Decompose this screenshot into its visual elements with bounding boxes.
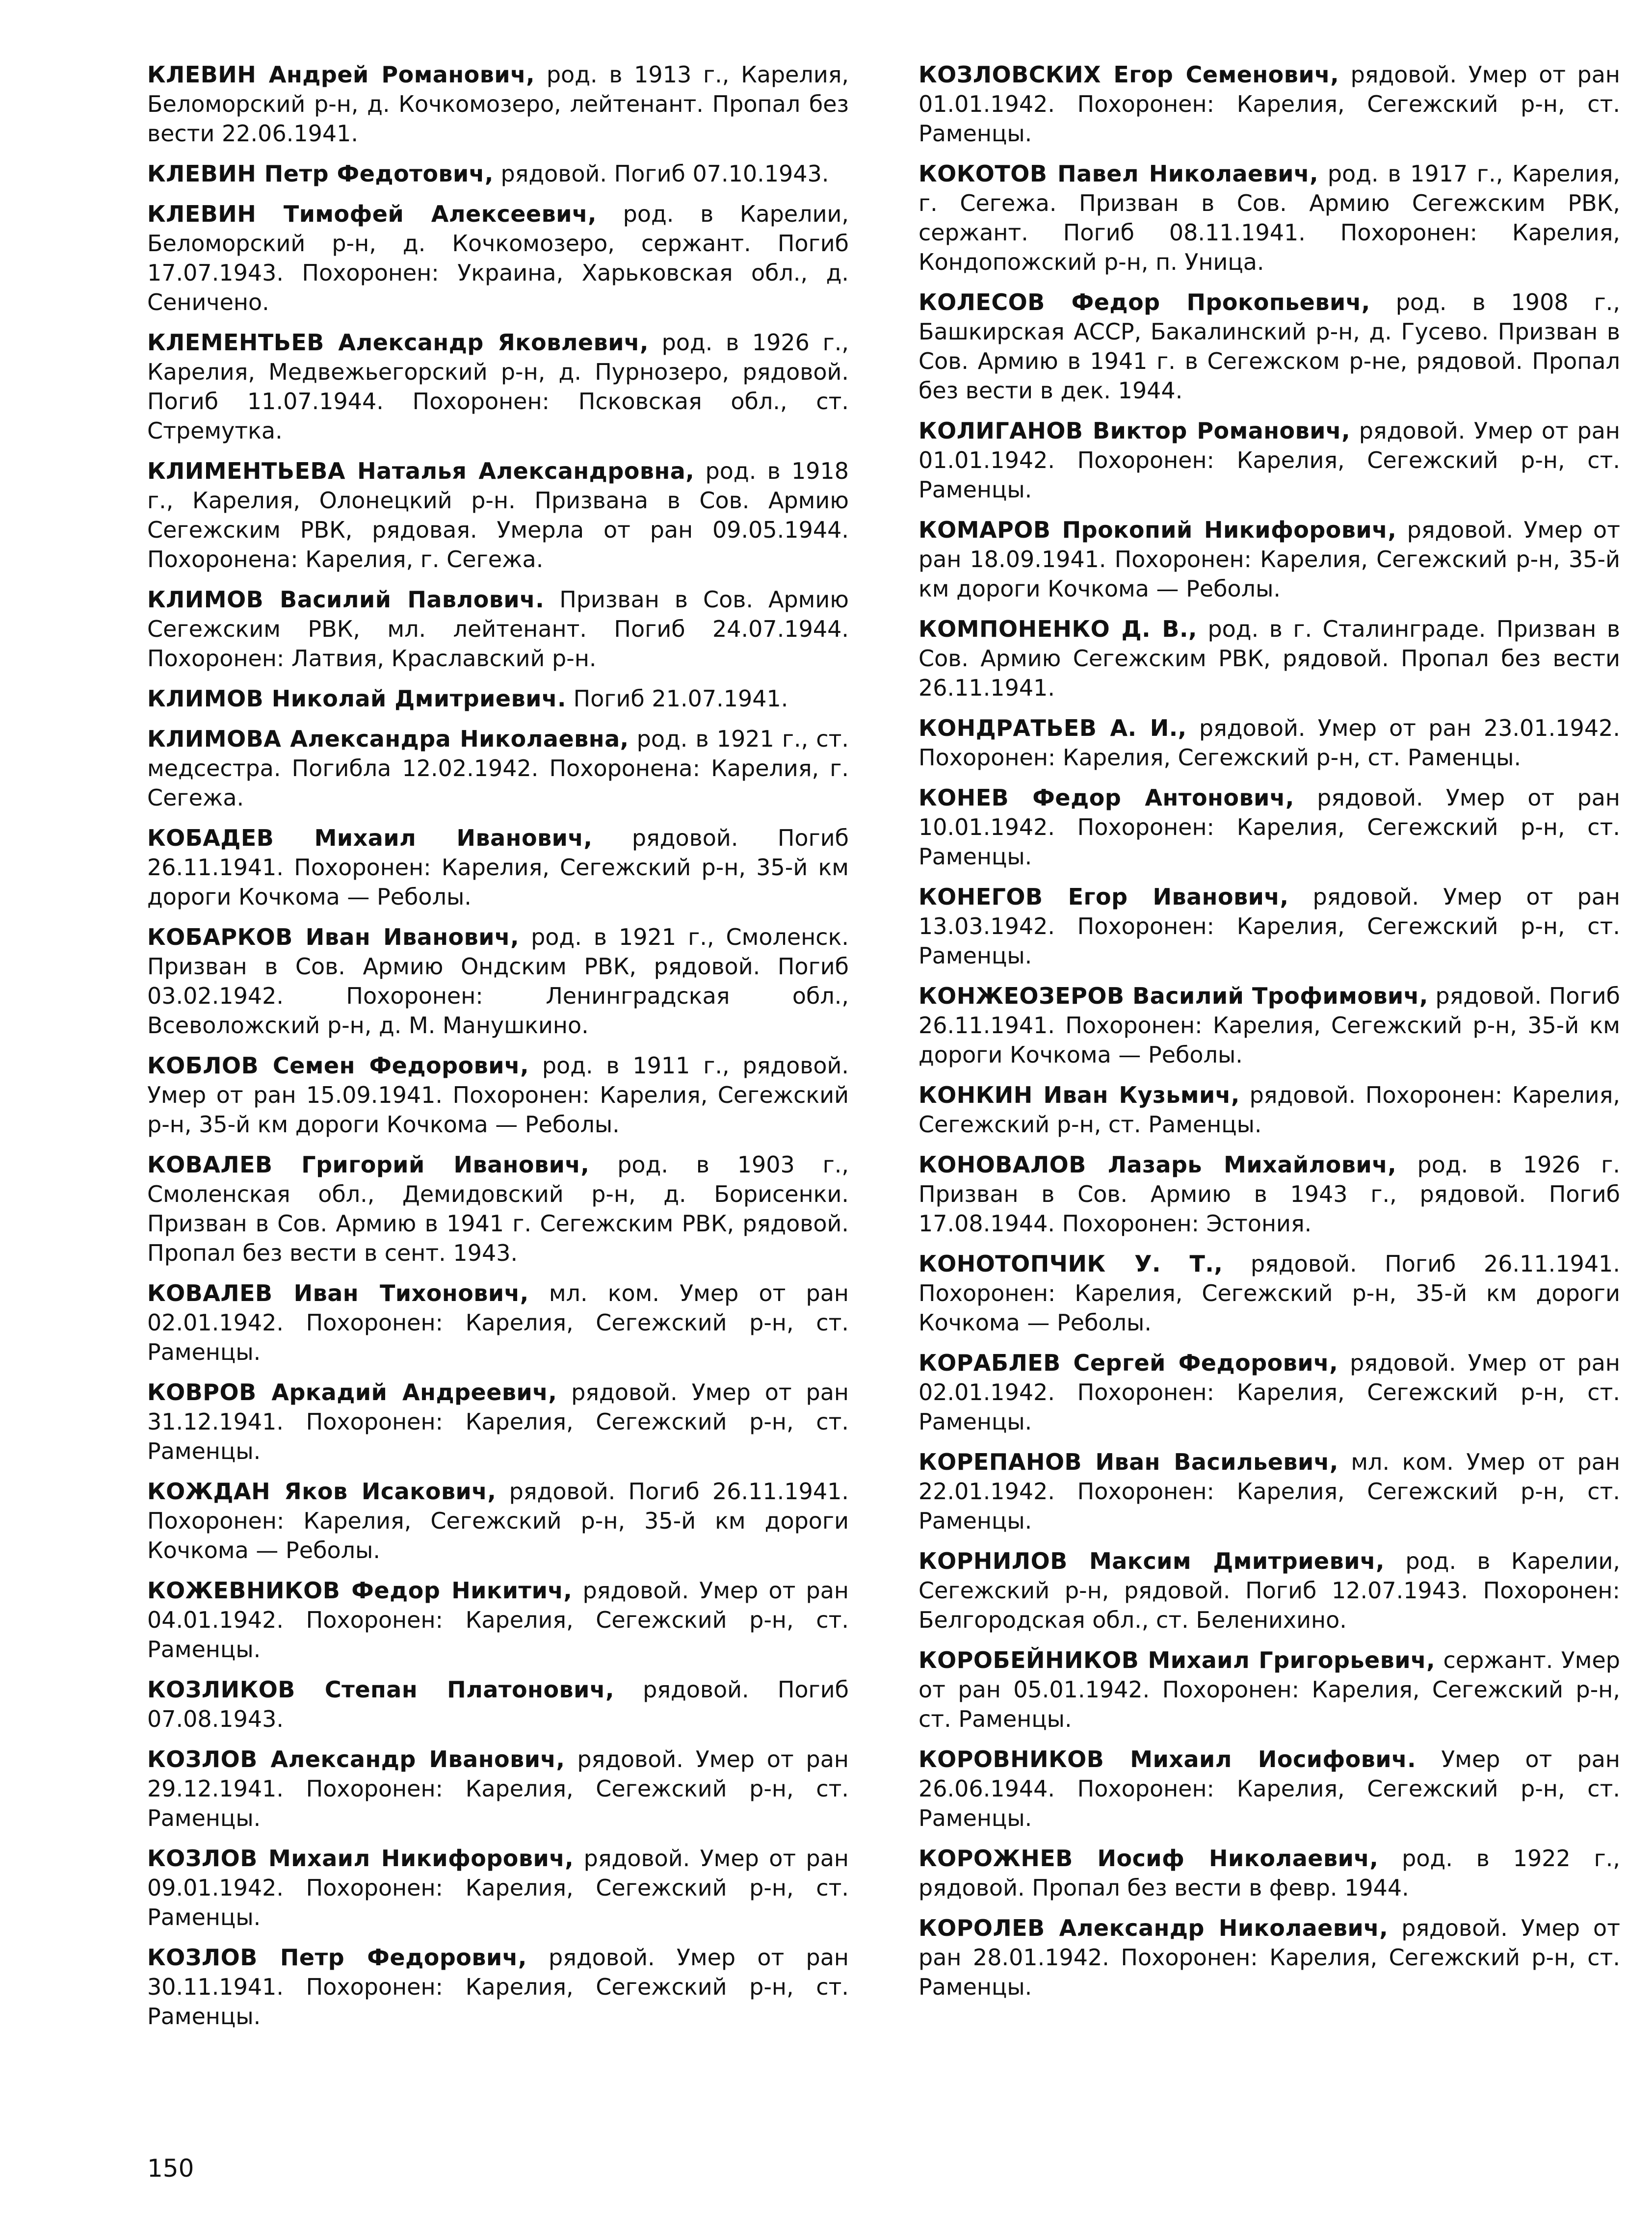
entry-name: КОРАБЛЕВ Сергей Федорович, [918, 1350, 1338, 1376]
register-entry [147, 922, 849, 1040]
entry-details: рядовой. Погиб 07.08.1943. [147, 1676, 849, 1732]
entry-name: КОНОТОПЧИК У. Т., [918, 1250, 1223, 1277]
register-entry [918, 159, 1620, 277]
register-entry [147, 1278, 849, 1367]
register-entry [147, 159, 849, 188]
entry-name: КОЗЛОВ Михаил Никифорович, [147, 1845, 574, 1872]
entry-details: рядовой. Умер от ран 30.11.1941. Похоронен: Карелия, Сегежский р-н, ст. Раменцы. [147, 1944, 849, 2030]
entry-name: КОБЛОВ Семен Федорович, [147, 1052, 529, 1079]
entry-details: рядовой. Похоронен: Карелия, Сегежский р-н, ст. Раменцы. [918, 1082, 1620, 1138]
entry-details: Погиб 21.07.1941. [566, 685, 788, 712]
register-entry [147, 1576, 849, 1664]
entry-details: род. в 1913 г., Карелия, Беломорский р-н, д. Кочкомозеро, лейтенант. Пропал без вести 22.06.1941. [147, 61, 849, 147]
entry-details: род. в Карелии, Сегежский р-н, рядовой. Погиб 12.07.1943. Похоронен: Белгородская обл., ст. Беленихино. [918, 1548, 1620, 1633]
entry-name: КЛИМОВ Василий Павлович. [147, 586, 545, 613]
register-entry [147, 1844, 849, 1932]
entry-details: рядовой. Умер от ран 09.01.1942. Похоронен: Карелия, Сегежский р-н, ст. Раменцы. [147, 1845, 849, 1930]
register-entry [918, 1913, 1620, 2002]
entry-name: КОНЖЕОЗЕРОВ Василий Трофимович, [918, 983, 1428, 1009]
entry-details: род. в 1903 г., Смоленская обл., Демидовский р-н, д. Борисенки. Призван в Сов. Армию в 1941 г. Сегежским РВК, рядовой. Пропал без вести в сент. 1943. [147, 1151, 849, 1266]
entry-details: рядовой. Умер от ран 10.01.1942. Похоронен: Карелия, Сегежский р-н, ст. Раменцы. [918, 784, 1621, 870]
entry-name: КОНЕГОВ Егор Иванович, [918, 884, 1289, 910]
register-entry [918, 515, 1620, 603]
entry-details: рядовой. Умер от ран 31.12.1941. Похоронен: Карелия, Сегежский р-н, ст. Раменцы. [147, 1379, 849, 1464]
entry-details: род. в Карелии, Беломорский р-н, д. Кочкомозеро, сержант. Погиб 17.07.1943. Похоронен: Украина, Харьковская обл., д. Сеничено. [147, 201, 849, 315]
right-column [918, 60, 1620, 2012]
register-entry [147, 199, 849, 317]
register-entry [147, 684, 849, 713]
register-entry [147, 456, 849, 574]
entry-details: рядовой. Умер от ран 23.01.1942. Похоронен: Карелия, Сегежский р-н, ст. Раменцы. [918, 715, 1620, 771]
entry-details: мл. ком. Умер от ран 22.01.1942. Похоронен: Карелия, Сегежский р-н, ст. Раменцы. [918, 1449, 1620, 1534]
entry-details: рядовой. Умер от ран 28.01.1942. Похоронен: Карелия, Сегежский р-н, ст. Раменцы. [918, 1915, 1620, 2000]
entry-name: КОМАРОВ Прокопий Никифорович, [918, 517, 1397, 543]
entry-details: рядовой. Погиб 26.11.1941. Похоронен: Карелия, Сегежский р-н, 35-й км дороги Кочкома — Реболы. [147, 1478, 849, 1563]
entry-details: род. в 1926 г., Карелия, Медвежьегорский р-н, д. Пурнозеро, рядовой. Погиб 11.07.1944. Похоронен: Псковская обл., ст. Стремутка. [147, 329, 849, 444]
register-entry [918, 1645, 1620, 1734]
entry-details: род. в 1921 г., Смоленск. Призван в Сов. Армию Ондским РВК, рядовой. Погиб 03.02.1942. Похоронен: Ленинградская обл., Всеволожский р-н, д. М. Манушкино. [147, 924, 849, 1039]
register-entry [147, 724, 849, 812]
register-entry [147, 1744, 849, 1833]
entry-details: Призван в Сов. Армию Сегежским РВК, мл. лейтенант. Погиб 24.07.1944. Похоронен: Латвия, Краславский р-н. [147, 586, 849, 672]
entry-name: КЛЕМЕНТЬЕВ Александр Яковлевич, [147, 329, 649, 356]
entry-details: рядовой. Погиб 26.11.1941. Похоронен: Карелия, Сегежский р-н, 35-й км дороги Кочкома — Реболы. [918, 1250, 1621, 1336]
register-entry [147, 585, 849, 673]
entry-name: КОЗЛОВСКИХ Егор Семенович, [918, 61, 1339, 88]
entry-name: КОНДРАТЬЕВ А. И., [918, 715, 1187, 741]
entry-details: Умер от ран 26.06.1944. Похоронен: Карелия, Сегежский р-н, ст. Раменцы. [918, 1746, 1620, 1831]
register-entry [147, 328, 849, 445]
entry-details: род. в 1911 г., рядовой. Умер от ран 15.09.1941. Похоронен: Карелия, Сегежский р-н, 35-й км дороги Кочкома — Реболы. [147, 1052, 849, 1138]
entry-name: КЛЕВИН Тимофей Алексеевич, [147, 201, 597, 227]
entry-details: рядовой. Умер от ран 29.12.1941. Похоронен: Карелия, Сегежский р-н, ст. Раменцы. [147, 1746, 849, 1831]
entry-name: КОЗЛИКОВ Степан Платонович, [147, 1676, 614, 1703]
register-entry [918, 287, 1620, 405]
entry-name: КОНОВАЛОВ Лазарь Михайлович, [918, 1151, 1397, 1178]
register-entry [918, 1080, 1620, 1139]
entry-details: род. в 1922 г., рядовой. Пропал без вести в февр. 1944. [918, 1845, 1620, 1901]
register-entry [918, 60, 1620, 148]
entry-details: рядовой. Умер от ран 02.01.1942. Похоронен: Карелия, Сегежский р-н, ст. Раменцы. [918, 1350, 1620, 1435]
register-entry [918, 783, 1620, 871]
page-number: 150 [147, 2154, 194, 2183]
entry-details: рядовой. Погиб 07.10.1943. [493, 160, 829, 187]
register-entry [918, 1249, 1620, 1337]
entry-details: рядовой. Умер от ран 01.01.1942. Похоронен: Карелия, Сегежский р-н, ст. Раменцы. [918, 417, 1620, 503]
entry-name: КЛЕВИН Петр Федотович, [147, 160, 494, 187]
entry-name: КОЛЕСОВ Федор Прокопьевич, [918, 289, 1370, 315]
entry-details: род. в 1926 г. Призван в Сов. Армию в 1943 г., рядовой. Погиб 17.08.1944. Похоронен: Эстония. [918, 1151, 1620, 1237]
register-entry [147, 823, 849, 911]
entry-name: КОЖЕВНИКОВ Федор Никитич, [147, 1577, 573, 1604]
register-entry [918, 713, 1620, 772]
entry-name: КОКОТОВ Павел Николаевич, [918, 160, 1319, 187]
register-entry [147, 60, 849, 148]
register-entry [918, 1744, 1620, 1833]
register-entry [918, 882, 1620, 970]
register-entry [918, 1150, 1620, 1238]
entry-name: КОРОБЕЙНИКОВ Михаил Григорьевич, [918, 1647, 1436, 1673]
register-entry [918, 1546, 1620, 1635]
register-entry [918, 1348, 1620, 1436]
entry-name: КЛИМОВ Николай Дмитриевич. [147, 685, 567, 712]
entry-name: КОЗЛОВ Петр Федорович, [147, 1944, 527, 1971]
entry-name: КОРОВНИКОВ Михаил Иосифович. [918, 1746, 1416, 1772]
entry-name: КОНКИН Иван Кузьмич, [918, 1082, 1240, 1108]
register-entry [918, 416, 1620, 504]
entry-name: КОНЕВ Федор Антонович, [918, 784, 1294, 811]
entry-name: КОБАРКОВ Иван Иванович, [147, 924, 520, 950]
register-entry [147, 1051, 849, 1139]
entry-details: род. в 1917 г., Карелия, г. Сегежа. Призван в Сов. Армию Сегежским РВК, сержант. Погиб 08.11.1941. Похоронен: Карелия, Кондопожский р-н, п. Уница. [918, 160, 1621, 275]
entry-details: рядовой. Умер от ран 13.03.1942. Похоронен: Карелия, Сегежский р-н, ст. Раменцы. [918, 884, 1621, 969]
entry-name: КОРОЛЕВ Александр Николаевич, [918, 1915, 1389, 1941]
register-entry [147, 1378, 849, 1466]
register-entry [918, 614, 1620, 703]
entry-name: КОВАЛЕВ Иван Тихонович, [147, 1280, 529, 1306]
entry-details: рядовой. Умер от ран 04.01.1942. Похоронен: Карелия, Сегежский р-н, ст. Раменцы. [147, 1577, 849, 1663]
entry-details: мл. ком. Умер от ран 02.01.1942. Похоронен: Карелия, Сегежский р-н, ст. Раменцы. [147, 1280, 849, 1365]
entry-details: род. в 1908 г., Башкирская АССР, Бакалинский р-н, д. Гусево. Призван в Сов. Армию в 1941 г. в Сегежском р-не, рядовой. Пропал без вести в дек. 1944. [918, 289, 1620, 404]
entry-name: КОБАДЕВ Михаил Иванович, [147, 825, 593, 851]
register-entry [147, 1477, 849, 1565]
entry-details: рядовой. Погиб 26.11.1941. Похоронен: Карелия, Сегежский р-н, 35-й км дороги Кочкома — Реболы. [918, 983, 1620, 1068]
register-entry [918, 1447, 1620, 1536]
entry-name: КОВАЛЕВ Григорий Иванович, [147, 1151, 590, 1178]
entry-details: род. в 1918 г., Карелия, Олонецкий р-н. Призвана в Сов. Армию Сегежским РВК, рядовая. Умерла от ран 09.05.1944. Похоронена: Карелия, г. Сегежа. [147, 458, 849, 573]
entry-name: КЛЕВИН Андрей Романович, [147, 61, 535, 88]
entry-details: род. в 1921 г., ст. медсестра. Погибла 12.02.1942. Похоронена: Карелия, г. Сегежа. [147, 726, 849, 811]
entry-name: КЛИМЕНТЬЕВА Наталья Александровна, [147, 458, 695, 484]
register-entry [147, 1675, 849, 1734]
entry-name: КОЗЛОВ Александр Иванович, [147, 1746, 565, 1772]
left-column [147, 60, 849, 2042]
register-entry [918, 1844, 1620, 1902]
entry-details: сержант. Умер от ран 05.01.1942. Похоронен: Карелия, Сегежский р-н, ст. Раменцы. [918, 1647, 1621, 1732]
entry-name: КОВРОВ Аркадий Андреевич, [147, 1379, 557, 1406]
entry-details: рядовой. Погиб 26.11.1941. Похоронен: Карелия, Сегежский р-н, 35-й км дороги Кочкома — Реболы. [147, 825, 849, 910]
register-entry [918, 981, 1620, 1069]
entry-name: КЛИМОВА Александра Николаевна, [147, 726, 629, 752]
entry-name: КОЖДАН Яков Исакович, [147, 1478, 497, 1505]
entry-name: КОМПОНЕНКО Д. В., [918, 616, 1197, 642]
entry-name: КОРЕПАНОВ Иван Васильевич, [918, 1449, 1338, 1475]
entry-details: род. в г. Сталинграде. Призван в Сов. Армию Сегежским РВК, рядовой. Пропал без вести 26.11.1941. [918, 616, 1620, 701]
entry-name: КОРНИЛОВ Максим Дмитриевич, [918, 1548, 1385, 1574]
register-entry [147, 1150, 849, 1268]
entry-details: рядовой. Умер от ран 18.09.1941. Похоронен: Карелия, Сегежский р-н, 35-й км дороги Кочкома — Реболы. [918, 517, 1620, 602]
entry-name: КОРОЖНЕВ Иосиф Николаевич, [918, 1845, 1379, 1872]
entry-name: КОЛИГАНОВ Виктор Романович, [918, 417, 1351, 444]
entry-details: рядовой. Умер от ран 01.01.1942. Похоронен: Карелия, Сегежский р-н, ст. Раменцы. [918, 61, 1620, 147]
register-entry [147, 1943, 849, 2031]
